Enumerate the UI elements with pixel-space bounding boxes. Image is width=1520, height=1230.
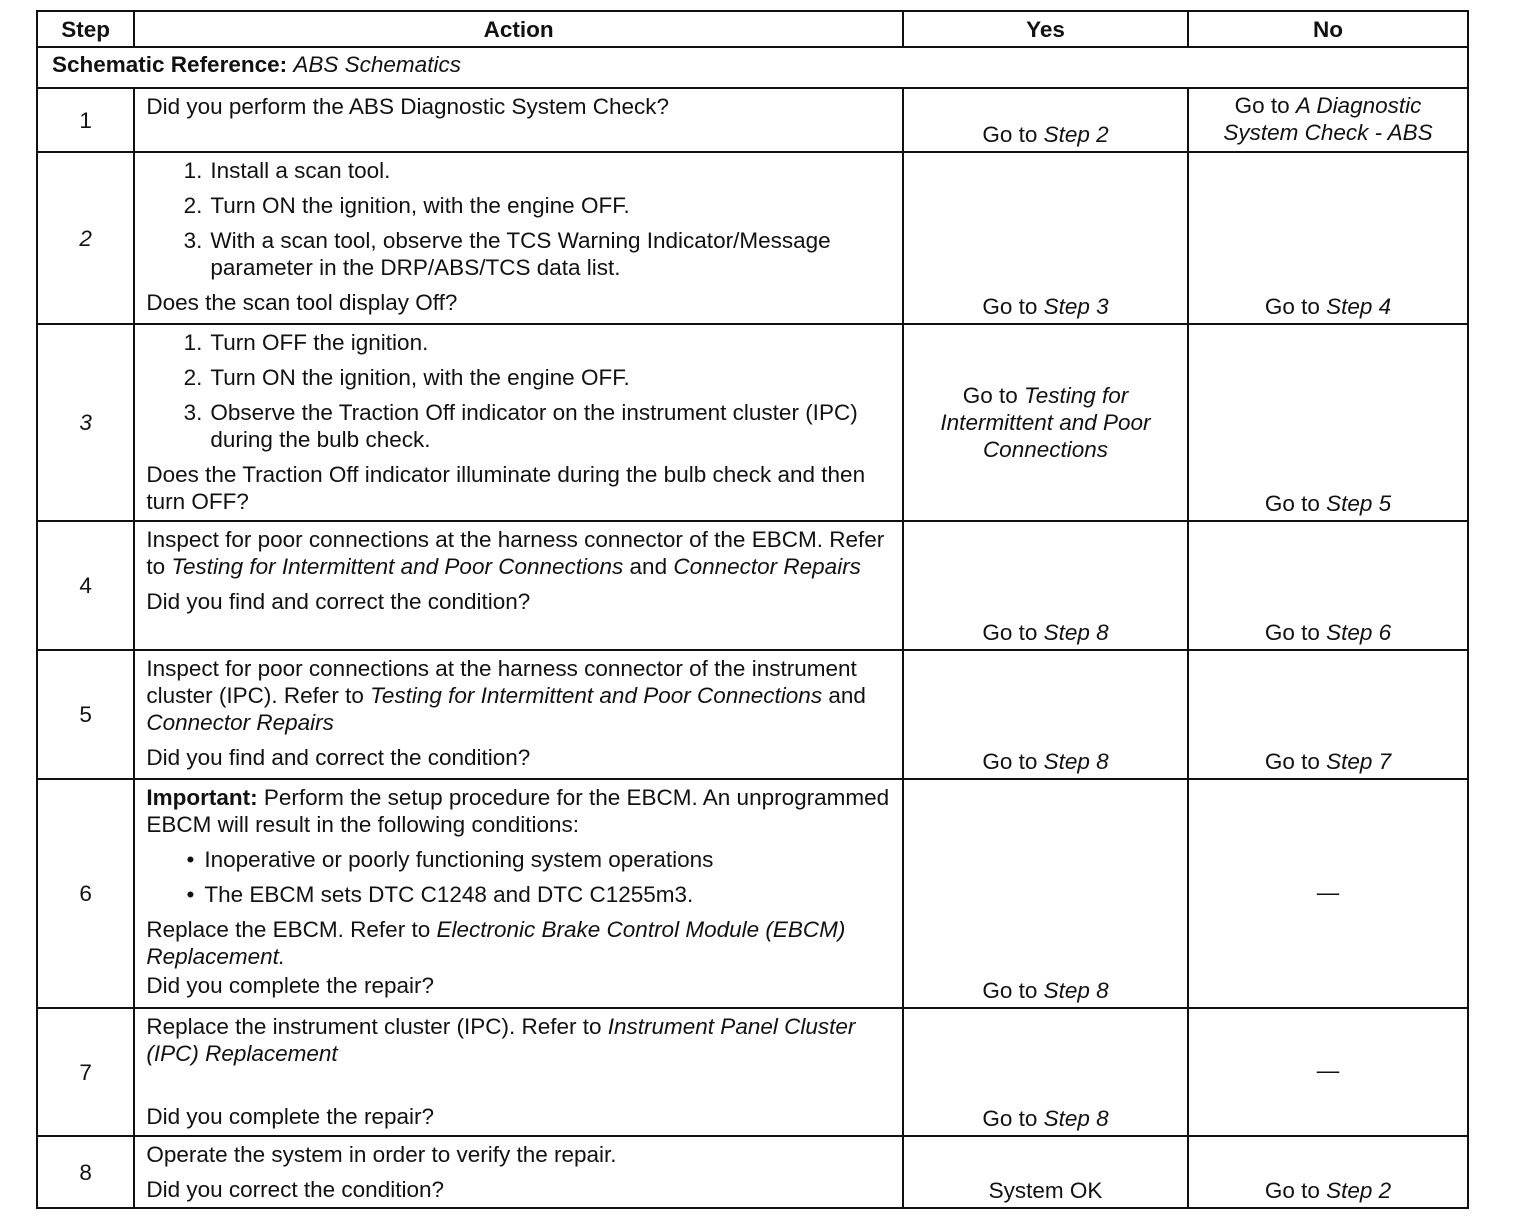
no-link[interactable]: Step 7	[1326, 749, 1392, 774]
instruction: Replace the EBCM. Refer to Electronic Brake Control Module (EBCM) Replacement.	[146, 917, 846, 969]
table-row	[37, 521, 1468, 650]
yes-link[interactable]: Step 8	[1043, 620, 1109, 645]
header-no: No	[1188, 11, 1468, 47]
instruction: Replace the instrument cluster (IPC). Refer to Instrument Panel Cluster (IPC) Replacement	[146, 1014, 856, 1066]
yes-link[interactable]: Step 2	[1043, 122, 1109, 147]
no-link[interactable]: A Diagnostic System Check - ABS	[1223, 93, 1433, 145]
question: Did you find and correct the condition?	[146, 589, 531, 614]
table-row	[37, 650, 1468, 779]
no-cell: Go to Step 2	[1188, 1136, 1468, 1208]
list-item: 1. Turn OFF the ignition.	[183, 330, 429, 355]
ref-link[interactable]: Testing for Intermittent and Poor Connections	[370, 683, 823, 708]
no-link[interactable]: Step 4	[1326, 294, 1392, 319]
list-item: 2. Turn ON the ignition, with the engine OFF.	[183, 365, 630, 390]
table-row	[37, 88, 1468, 152]
no-link[interactable]: Step 5	[1326, 491, 1392, 516]
question: Does the scan tool display Off?	[146, 290, 458, 315]
ref-link[interactable]: Connector Repairs	[673, 554, 861, 579]
question: Does the Traction Off indicator illuminate during the bulb check and then turn OFF?	[146, 462, 866, 514]
no-cell: Go to Step 4	[1188, 152, 1468, 324]
step-number: 1	[37, 88, 134, 152]
action-cell	[134, 779, 903, 1008]
action-cell	[134, 521, 903, 650]
action-cell	[134, 152, 903, 324]
step-number: 4	[37, 521, 134, 650]
step-number: 8	[37, 1136, 134, 1208]
table-row	[37, 1136, 1468, 1208]
action-cell	[134, 650, 903, 779]
header-row	[37, 11, 1468, 47]
yes-cell: System OK	[903, 1136, 1188, 1208]
list-item: 1. Install a scan tool.	[183, 158, 391, 183]
yes-cell: Go to Step 8	[903, 521, 1188, 650]
schematic-link[interactable]: ABS Schematics	[293, 52, 461, 77]
yes-link[interactable]: Step 8	[1043, 1106, 1109, 1131]
table-row	[37, 779, 1468, 1008]
yes-link[interactable]: Step 8	[1043, 978, 1109, 1003]
yes-cell: Go to Step 8	[903, 779, 1188, 1008]
yes-cell: Go to Step 3	[903, 152, 1188, 324]
header-action: Action	[134, 11, 903, 47]
list-item: 2. Turn ON the ignition, with the engine OFF.	[183, 193, 630, 218]
step-number: 7	[37, 1008, 134, 1136]
no-link[interactable]: Step 6	[1326, 620, 1392, 645]
schematic-label: Schematic Reference:	[52, 52, 288, 77]
yes-cell: Go to Step 8	[903, 1008, 1188, 1136]
step-number: 5	[37, 650, 134, 779]
ref-link[interactable]: Testing for Intermittent and Poor Connections	[171, 554, 624, 579]
no-cell: Go to Step 7	[1188, 650, 1468, 779]
ref-link[interactable]: Instrument Panel Cluster (IPC) Replacement	[146, 1014, 856, 1066]
no-cell: Go to Step 5	[1188, 324, 1468, 521]
none-dash: —	[1316, 879, 1340, 905]
header-yes: Yes	[903, 11, 1188, 47]
no-cell	[1188, 779, 1468, 1008]
table-row	[37, 324, 1468, 521]
important-label: Important:	[146, 785, 258, 810]
yes-link[interactable]: Step 8	[1043, 749, 1109, 774]
list-item: 3. With a scan tool, observe the TCS Warning Indicator/Message parameter in the DRP/ABS/TCS data list.	[183, 228, 831, 280]
no-link[interactable]: Step 2	[1326, 1178, 1392, 1203]
yes-link[interactable]: Testing for Intermittent and Poor Connections	[940, 383, 1151, 462]
table-row	[37, 1008, 1468, 1136]
action-cell	[134, 1008, 903, 1136]
schematic-row	[37, 47, 1468, 88]
step-number: 2	[37, 152, 134, 324]
no-cell: Go to A Diagnostic System Check - ABS	[1188, 88, 1468, 152]
instruction: Operate the system in order to verify the repair.	[146, 1142, 617, 1167]
no-cell: Go to Step 6	[1188, 521, 1468, 650]
ref-link[interactable]: Electronic Brake Control Module (EBCM) Replacement.	[146, 917, 846, 969]
table-row	[37, 152, 1468, 324]
step-number: 3	[37, 324, 134, 521]
instruction: Inspect for poor connections at the harness connector of the EBCM. Refer to Testing for Intermittent and Poor Connections and Connector Repairs	[146, 527, 885, 579]
diagnostic-table	[36, 10, 1469, 1209]
action-cell	[134, 1136, 903, 1208]
important-note: Important: Perform the setup procedure for the EBCM. An unprogrammed EBCM will result in the following conditions:	[146, 785, 890, 837]
bullet-item: • The EBCM sets DTC C1248 and DTC C1255m3.	[186, 882, 694, 907]
action-cell	[134, 324, 903, 521]
question: Did you correct the condition?	[146, 1177, 444, 1202]
question: Did you perform the ABS Diagnostic System Check?	[146, 94, 670, 119]
yes-link[interactable]: Step 3	[1043, 294, 1109, 319]
question: Did you complete the repair?	[146, 1104, 434, 1129]
question: Did you complete the repair?	[146, 973, 434, 998]
no-cell	[1188, 1008, 1468, 1136]
step-number: 6	[37, 779, 134, 1008]
yes-cell: Go to Testing for Intermittent and Poor Connections	[903, 324, 1188, 521]
action-cell	[134, 88, 903, 152]
instruction: Inspect for poor connections at the harness connector of the instrument cluster (IPC). Refer to Testing for Intermittent and Poor Connections and Connector Repairs	[146, 656, 866, 735]
none-dash: —	[1316, 1058, 1340, 1083]
header-step: Step	[37, 11, 134, 47]
list-item: 3. Observe the Traction Off indicator on the instrument cluster (IPC) during the bulb check.	[183, 400, 858, 452]
ref-link[interactable]: Connector Repairs	[146, 710, 334, 735]
schematic-reference	[37, 47, 1468, 88]
bullet-item: • Inoperative or poorly functioning system operations	[186, 847, 714, 872]
yes-cell: Go to Step 2	[903, 88, 1188, 152]
question: Did you find and correct the condition?	[146, 745, 531, 770]
yes-cell: Go to Step 8	[903, 650, 1188, 779]
